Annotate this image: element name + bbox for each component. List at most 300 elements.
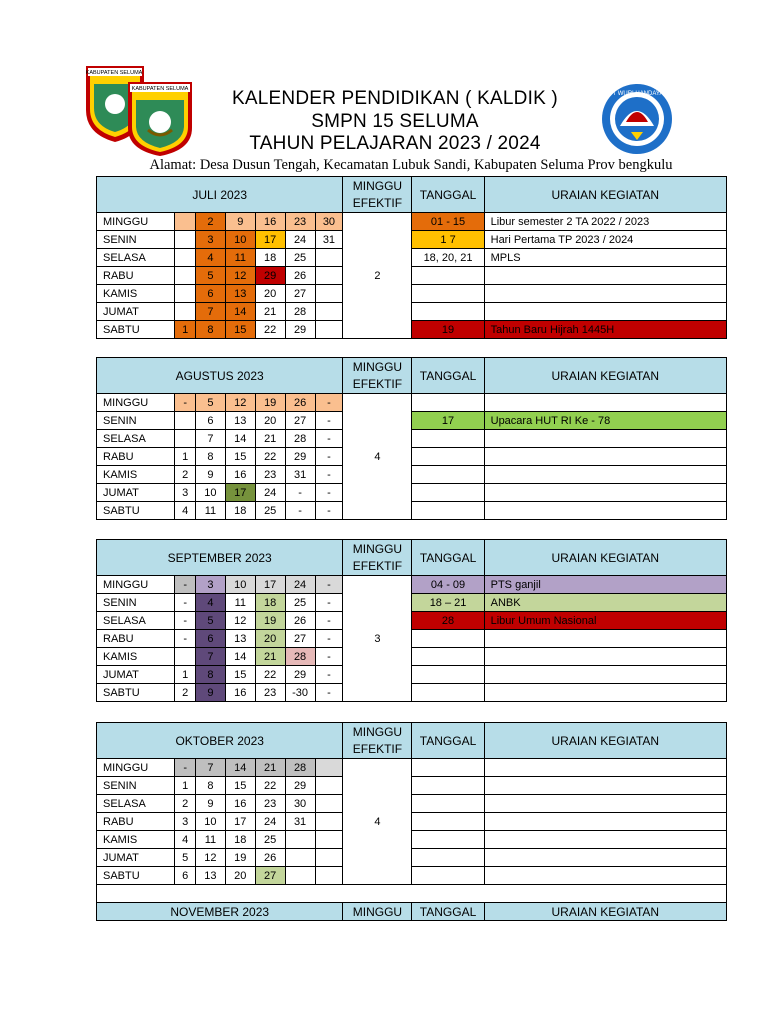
svg-text:KABUPATEN SELUMA: KABUPATEN SELUMA — [131, 86, 189, 92]
date-cell: 30 — [285, 795, 315, 813]
day-label: SELASA — [97, 795, 175, 813]
day-row — [97, 321, 727, 339]
day-label: SENIN — [97, 777, 175, 795]
month-name: JULI 2023 — [97, 177, 343, 213]
day-label: KAMIS — [97, 466, 175, 484]
date-cell: - — [315, 684, 343, 702]
date-cell: 18 — [255, 249, 285, 267]
day-row — [97, 576, 727, 594]
date-cell: 29 — [255, 267, 285, 285]
date-cell: 26 — [255, 849, 285, 867]
date-cell: 28 — [285, 648, 315, 666]
uraian-cell: MPLS — [484, 249, 726, 267]
uraian-cell — [484, 267, 726, 285]
date-cell: 28 — [285, 759, 315, 777]
date-cell: 8 — [195, 448, 225, 466]
date-cell: - — [315, 502, 343, 520]
date-cell: 1 — [175, 666, 196, 684]
date-cell: 14 — [225, 430, 255, 448]
uraian-cell — [484, 831, 726, 849]
date-cell: 19 — [225, 849, 255, 867]
uraian-cell — [484, 430, 726, 448]
date-cell: 23 — [255, 795, 285, 813]
date-cell — [315, 303, 343, 321]
date-cell: - — [315, 648, 343, 666]
tanggal-header: TANGGAL — [412, 177, 484, 213]
date-cell: 27 — [285, 285, 315, 303]
uraian-cell — [484, 777, 726, 795]
date-cell: 15 — [225, 321, 255, 339]
day-row — [97, 231, 727, 249]
date-cell: 2 — [195, 213, 225, 231]
date-cell: 17 — [255, 576, 285, 594]
date-cell: 9 — [195, 795, 225, 813]
date-cell: 11 — [195, 502, 225, 520]
date-cell — [315, 321, 343, 339]
date-cell — [315, 267, 343, 285]
day-row — [97, 684, 727, 702]
day-row — [97, 630, 727, 648]
day-row — [97, 448, 727, 466]
date-cell: 6 — [195, 412, 225, 430]
uraian-cell — [484, 466, 726, 484]
date-cell: 1 — [175, 777, 196, 795]
date-cell: 7 — [195, 430, 225, 448]
date-cell — [315, 831, 343, 849]
minggu-efektif-header: MINGGU EFEKTIF — [343, 540, 412, 576]
day-label: MINGGU — [97, 759, 175, 777]
date-cell: 8 — [195, 666, 225, 684]
day-label: SABTU — [97, 502, 175, 520]
month-name: AGUSTUS 2023 — [97, 358, 343, 394]
tanggal-header: TANGGAL — [412, 358, 484, 394]
date-cell: - — [315, 594, 343, 612]
date-cell: 14 — [225, 759, 255, 777]
date-cell: - — [315, 612, 343, 630]
date-cell — [175, 285, 196, 303]
date-cell: 29 — [285, 777, 315, 795]
date-cell: 8 — [195, 321, 225, 339]
date-cell: 5 — [175, 849, 196, 867]
date-cell: 4 — [195, 594, 225, 612]
day-label: RABU — [97, 630, 175, 648]
date-cell — [175, 231, 196, 249]
date-cell: 16 — [255, 213, 285, 231]
date-cell: 29 — [285, 448, 315, 466]
date-cell: 21 — [255, 759, 285, 777]
day-label: SENIN — [97, 412, 175, 430]
uraian-cell: Tahun Baru Hijrah 1445H — [484, 321, 726, 339]
date-cell: 10 — [225, 576, 255, 594]
minggu-header: MINGGU — [343, 903, 412, 921]
tanggal-cell — [412, 759, 484, 777]
svg-text:TUT WURI HANDAYANI: TUT WURI HANDAYANI — [604, 91, 670, 97]
uraian-cell: ANBK — [484, 594, 726, 612]
date-cell: 17 — [225, 484, 255, 502]
uraian-header: URAIAN KEGIATAN — [484, 358, 726, 394]
date-cell: - — [175, 594, 196, 612]
date-cell — [315, 813, 343, 831]
date-cell — [175, 430, 196, 448]
tanggal-cell — [412, 648, 484, 666]
date-cell: 24 — [255, 813, 285, 831]
date-cell: 24 — [285, 576, 315, 594]
date-cell: 24 — [285, 231, 315, 249]
date-cell — [175, 249, 196, 267]
date-cell: - — [315, 576, 343, 594]
tut-wuri-handayani-logo — [600, 82, 674, 156]
school-name: SMPN 15 SELUMA — [311, 111, 479, 132]
date-cell — [315, 867, 343, 885]
tanggal-cell — [412, 448, 484, 466]
date-cell: 11 — [225, 594, 255, 612]
date-cell: 17 — [225, 813, 255, 831]
date-cell: 29 — [285, 321, 315, 339]
tanggal-header: TANGGAL — [412, 540, 484, 576]
academic-year: TAHUN PELAJARAN 2023 / 2024 — [249, 133, 541, 154]
tanggal-cell: 19 — [412, 321, 484, 339]
date-cell: - — [175, 630, 196, 648]
day-label: RABU — [97, 448, 175, 466]
page-title: KALENDER PENDIDIKAN ( KALDIK ) — [232, 88, 558, 109]
day-row — [97, 412, 727, 430]
day-row — [97, 430, 727, 448]
date-cell: 19 — [255, 394, 285, 412]
day-row — [97, 849, 727, 867]
date-cell: 23 — [255, 684, 285, 702]
date-cell: - — [315, 630, 343, 648]
day-label: SABTU — [97, 321, 175, 339]
day-row — [97, 867, 727, 885]
uraian-cell — [484, 394, 726, 412]
date-cell: 13 — [225, 285, 255, 303]
date-cell: - — [175, 394, 196, 412]
date-cell — [315, 777, 343, 795]
date-cell: 22 — [255, 777, 285, 795]
date-cell: 21 — [255, 303, 285, 321]
tanggal-cell — [412, 867, 484, 885]
date-cell: 6 — [195, 630, 225, 648]
date-cell: - — [285, 502, 315, 520]
date-cell: 26 — [285, 394, 315, 412]
date-cell: 2 — [175, 684, 196, 702]
day-label: SENIN — [97, 594, 175, 612]
tanggal-cell — [412, 777, 484, 795]
date-cell: 19 — [255, 612, 285, 630]
minggu-efektif-value: 4 — [343, 759, 412, 885]
date-cell: 5 — [195, 394, 225, 412]
date-cell: 2 — [175, 466, 196, 484]
date-cell: -30 — [285, 684, 315, 702]
date-cell: - — [175, 612, 196, 630]
date-cell — [315, 795, 343, 813]
date-cell: - — [175, 576, 196, 594]
date-cell: 21 — [255, 648, 285, 666]
day-row — [97, 285, 727, 303]
date-cell — [315, 285, 343, 303]
date-cell — [315, 249, 343, 267]
uraian-cell — [484, 666, 726, 684]
date-cell: 18 — [225, 831, 255, 849]
date-cell: 21 — [255, 430, 285, 448]
date-cell: 30 — [315, 213, 343, 231]
tanggal-cell: 28 — [412, 612, 484, 630]
tanggal-header: TANGGAL — [412, 903, 484, 921]
day-row — [97, 303, 727, 321]
tanggal-cell — [412, 502, 484, 520]
tanggal-cell: 18, 20, 21 — [412, 249, 484, 267]
day-label: RABU — [97, 813, 175, 831]
date-cell: 27 — [285, 630, 315, 648]
date-cell: 3 — [175, 813, 196, 831]
date-cell: 25 — [285, 249, 315, 267]
uraian-header: URAIAN KEGIATAN — [484, 540, 726, 576]
date-cell: 14 — [225, 648, 255, 666]
date-cell: 13 — [225, 630, 255, 648]
minggu-efektif-header: MINGGU EFEKTIF — [343, 177, 412, 213]
tanggal-cell: 01 - 15 — [412, 213, 484, 231]
date-cell: 23 — [285, 213, 315, 231]
date-cell — [175, 213, 196, 231]
tanggal-cell: 17 — [412, 412, 484, 430]
uraian-cell: Hari Pertama TP 2023 / 2024 — [484, 231, 726, 249]
date-cell: 10 — [195, 813, 225, 831]
day-row — [97, 394, 727, 412]
tanggal-cell — [412, 285, 484, 303]
date-cell: 3 — [195, 576, 225, 594]
tanggal-header: TANGGAL — [412, 723, 484, 759]
date-cell: 24 — [255, 484, 285, 502]
tanggal-cell: 1 7 — [412, 231, 484, 249]
day-label: MINGGU — [97, 213, 175, 231]
date-cell — [285, 867, 315, 885]
tanggal-cell — [412, 267, 484, 285]
uraian-cell — [484, 648, 726, 666]
day-row — [97, 795, 727, 813]
date-cell: 25 — [255, 831, 285, 849]
minggu-efektif-value: 3 — [343, 576, 412, 702]
day-label: KAMIS — [97, 831, 175, 849]
tanggal-cell — [412, 484, 484, 502]
date-cell: - — [315, 430, 343, 448]
date-cell: - — [285, 484, 315, 502]
date-cell: 16 — [225, 684, 255, 702]
date-cell: 15 — [225, 448, 255, 466]
date-cell: 8 — [195, 777, 225, 795]
date-cell: 29 — [285, 666, 315, 684]
minggu-efektif-header: MINGGU EFEKTIF — [343, 723, 412, 759]
tanggal-cell — [412, 684, 484, 702]
date-cell: 22 — [255, 666, 285, 684]
uraian-cell — [484, 795, 726, 813]
date-cell — [315, 759, 343, 777]
uraian-cell — [484, 759, 726, 777]
day-row — [97, 502, 727, 520]
date-cell: 20 — [225, 867, 255, 885]
date-cell — [285, 831, 315, 849]
day-label: SELASA — [97, 430, 175, 448]
spacer-row — [97, 885, 727, 903]
day-row — [97, 759, 727, 777]
date-cell: 23 — [255, 466, 285, 484]
date-cell — [285, 849, 315, 867]
date-cell: 25 — [285, 594, 315, 612]
date-cell: 11 — [225, 249, 255, 267]
uraian-cell — [484, 285, 726, 303]
date-cell: 20 — [255, 630, 285, 648]
date-cell: 14 — [225, 303, 255, 321]
date-cell: 13 — [225, 412, 255, 430]
kabupaten-seluma-logo — [80, 62, 205, 157]
day-row — [97, 594, 727, 612]
day-row — [97, 666, 727, 684]
tanggal-cell — [412, 630, 484, 648]
uraian-cell — [484, 684, 726, 702]
date-cell: 3 — [195, 231, 225, 249]
date-cell: 4 — [175, 502, 196, 520]
date-cell: 18 — [225, 502, 255, 520]
date-cell: 9 — [195, 684, 225, 702]
day-row — [97, 484, 727, 502]
tanggal-cell — [412, 795, 484, 813]
tanggal-cell — [412, 666, 484, 684]
date-cell: 12 — [225, 394, 255, 412]
date-cell: 7 — [195, 648, 225, 666]
uraian-cell — [484, 502, 726, 520]
day-row — [97, 213, 727, 231]
uraian-cell: PTS ganjil — [484, 576, 726, 594]
day-row — [97, 267, 727, 285]
day-label: SABTU — [97, 684, 175, 702]
day-row — [97, 777, 727, 795]
tanggal-cell — [412, 303, 484, 321]
uraian-cell — [484, 303, 726, 321]
date-cell: 18 — [255, 594, 285, 612]
uraian-cell: Libur semester 2 TA 2022 / 2023 — [484, 213, 726, 231]
date-cell: 1 — [175, 448, 196, 466]
date-cell: 27 — [255, 867, 285, 885]
date-cell: 4 — [195, 249, 225, 267]
day-row — [97, 648, 727, 666]
minggu-efektif-value: 2 — [343, 213, 412, 339]
date-cell: 15 — [225, 777, 255, 795]
uraian-cell: Libur Umum Nasional — [484, 612, 726, 630]
date-cell: 15 — [225, 666, 255, 684]
school-address: Alamat: Desa Dusun Tengah, Kecamatan Lubuk Sandi, Kabupaten Seluma Prov bengkulu — [149, 157, 673, 173]
uraian-cell — [484, 484, 726, 502]
date-cell: 12 — [225, 612, 255, 630]
day-row — [97, 612, 727, 630]
date-cell: - — [315, 448, 343, 466]
date-cell — [175, 648, 196, 666]
date-cell — [315, 849, 343, 867]
day-label: JUMAT — [97, 303, 175, 321]
date-cell: - — [175, 759, 196, 777]
svg-text:KABUPATEN SELUMA: KABUPATEN SELUMA — [85, 70, 143, 76]
tanggal-cell: 18 – 21 — [412, 594, 484, 612]
date-cell: 2 — [175, 795, 196, 813]
month-name: OKTOBER 2023 — [97, 723, 343, 759]
uraian-cell — [484, 448, 726, 466]
day-label: JUMAT — [97, 849, 175, 867]
date-cell: 17 — [255, 231, 285, 249]
date-cell: 4 — [175, 831, 196, 849]
day-row — [97, 249, 727, 267]
date-cell: 5 — [195, 267, 225, 285]
tanggal-cell — [412, 430, 484, 448]
uraian-header: URAIAN KEGIATAN — [484, 177, 726, 213]
date-cell: 16 — [225, 795, 255, 813]
day-label: SENIN — [97, 231, 175, 249]
date-cell: 31 — [285, 466, 315, 484]
date-cell: 20 — [255, 285, 285, 303]
date-cell: 27 — [285, 412, 315, 430]
date-cell: 31 — [285, 813, 315, 831]
date-cell: 12 — [195, 849, 225, 867]
month-table-agustus — [96, 357, 727, 520]
month-name-november: NOVEMBER 2023 — [97, 903, 343, 921]
day-label: JUMAT — [97, 666, 175, 684]
date-cell: 6 — [175, 867, 196, 885]
date-cell: 10 — [195, 484, 225, 502]
month-table-september — [96, 539, 727, 702]
date-cell: 11 — [195, 831, 225, 849]
date-cell: 13 — [195, 867, 225, 885]
date-cell — [175, 412, 196, 430]
day-label: SELASA — [97, 249, 175, 267]
date-cell — [175, 267, 196, 285]
date-cell: 1 — [175, 321, 196, 339]
minggu-efektif-header: MINGGU EFEKTIF — [343, 358, 412, 394]
date-cell: 22 — [255, 321, 285, 339]
uraian-cell: Upacara HUT RI Ke - 78 — [484, 412, 726, 430]
date-cell — [175, 303, 196, 321]
date-cell: 3 — [175, 484, 196, 502]
day-label: SABTU — [97, 867, 175, 885]
date-cell: 12 — [225, 267, 255, 285]
date-cell: 20 — [255, 412, 285, 430]
uraian-cell — [484, 867, 726, 885]
date-cell: 26 — [285, 267, 315, 285]
month-table-juli — [96, 176, 727, 339]
date-cell: 16 — [225, 466, 255, 484]
uraian-cell — [484, 849, 726, 867]
date-cell: 9 — [225, 213, 255, 231]
date-cell: 9 — [195, 466, 225, 484]
date-cell: 7 — [195, 759, 225, 777]
tanggal-cell — [412, 831, 484, 849]
date-cell: - — [315, 466, 343, 484]
uraian-header: URAIAN KEGIATAN — [484, 723, 726, 759]
uraian-cell — [484, 813, 726, 831]
day-label: MINGGU — [97, 576, 175, 594]
date-cell: 6 — [195, 285, 225, 303]
day-label: SELASA — [97, 612, 175, 630]
day-label: RABU — [97, 267, 175, 285]
uraian-cell — [484, 630, 726, 648]
date-cell: - — [315, 484, 343, 502]
day-label: JUMAT — [97, 484, 175, 502]
day-row — [97, 831, 727, 849]
date-cell: 31 — [315, 231, 343, 249]
date-cell: 25 — [255, 502, 285, 520]
date-cell: 7 — [195, 303, 225, 321]
month-name: SEPTEMBER 2023 — [97, 540, 343, 576]
day-label: MINGGU — [97, 394, 175, 412]
minggu-efektif-value: 4 — [343, 394, 412, 520]
uraian-header: URAIAN KEGIATAN — [484, 903, 726, 921]
tanggal-cell — [412, 813, 484, 831]
